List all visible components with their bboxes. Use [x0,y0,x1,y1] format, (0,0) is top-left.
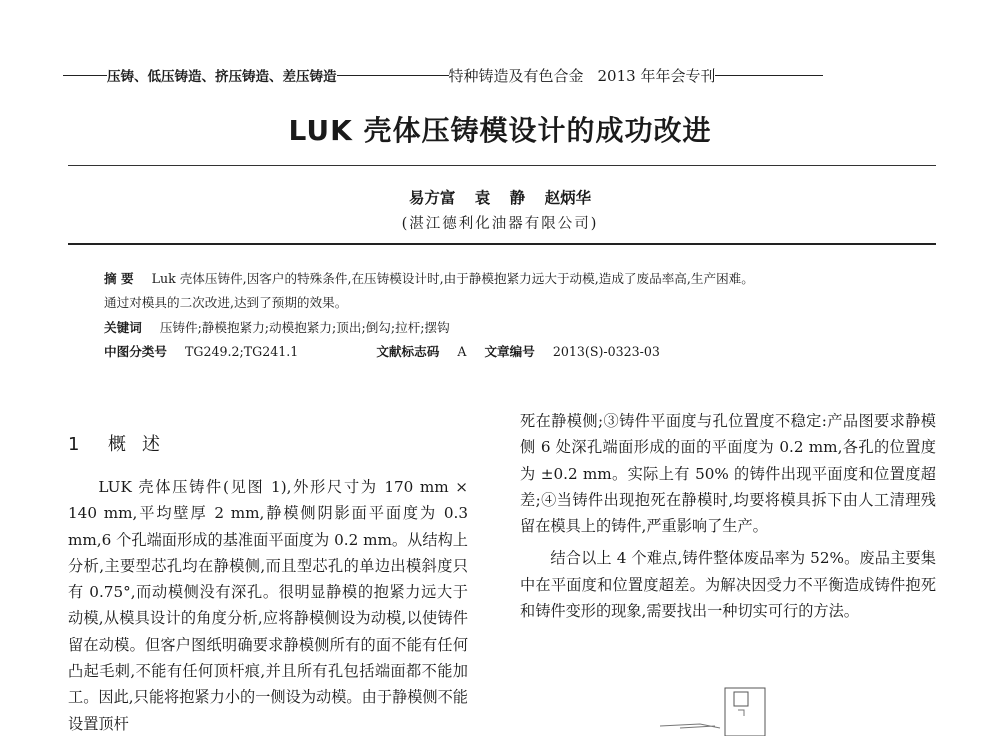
left-column [68,474,468,737]
section-heading [68,430,176,456]
body-paragraph: 结合以上 4 个难点,铸件整体废品率为 52%。废品主要集中在平面度和位置度超差。为解决因受力不平衡造成铸件抱死和铸件变形的现象,需要找出一种切实可行的方法。 [520,549,936,621]
running-head-rule [715,75,823,76]
section-number: 1 [68,434,80,455]
figure-1-drawing [640,676,780,736]
clc-label: 中图分类号 [104,344,167,359]
doc-code-label: 文献标志码 [376,344,440,359]
running-head-topics: 压铸、低压铸造、挤压铸造、差压铸造 [107,69,337,85]
right-column [520,408,936,624]
journal-name: 特种铸造及有色合金 [448,66,584,85]
body-paragraph: LUK 壳体压铸件(见图 1),外形尺寸为 170 mm × 140 mm,平均壁厚 2 mm,静模侧阴影面平面度为 0.3 mm,6 个孔端面形成的基准面平面度为 0.2 mm。从结构上分析,主要型芯孔均在静模侧,而且型芯孔的单边出模斜度只有 0.75°,而动模侧没有深孔。很明显静模的抱紧力远大于动模,从模具设计的角度分析,应将静模侧设为动模,以使铸件留在动模。但客户图纸明确要求静模侧所有的面不能有任何凸起毛刺,不能有任何顶杆痕,并且所有孔包括端面都不能加工。因此,只能将抱紧力小的一侧设为动模。由于静模侧不能设置顶杆 [68,478,468,733]
keywords-label: 关键词 [104,320,142,335]
keywords [104,317,944,336]
article-no-label: 文章编号 [484,344,535,359]
keywords-text: 压铸件;静模抱紧力;动模抱紧力;顶出;倒勾;拉杆;摆钩 [159,320,450,335]
author-list: 易方富 袁 静 赵炳华 [408,189,592,207]
running-head-rule [63,75,107,76]
affiliation: (湛江德利化油器有限公司) [401,216,599,232]
header-divider [68,243,936,245]
abstract-text: Luk 壳体压铸件,因客户的特殊条件,在压铸模设计时,由于静模抱紧力远大于动模,造成了废品率高,生产困难。 [151,271,754,286]
running-head-rule [337,75,449,76]
issue-label: 2013 年年会专刊 [597,66,716,85]
running-head [63,64,935,86]
article-no-value: 2013(S)-0323-03 [552,344,660,359]
abstract-text-continued: 通过对模具的二次改进,达到了预期的效果。 [104,295,348,310]
body-paragraph: 死在静模侧;③铸件平面度与孔位置度不稳定:产品图要求静模侧 6 处深孔端面形成的面的平面度为 0.2 mm,各孔的位置度为 ±0.2 mm。实际上有 50% 的铸件出现平面度和位置度超差;④当铸件出现抱死在静模时,均要将模具拆下由人工清理残留在模具上的铸件,严重影响了生产。 [520,412,936,536]
abstract [104,268,944,287]
abstract-label: 摘 要 [104,271,134,286]
paper-title: LUK 壳体压铸模设计的成功改进 [288,114,712,147]
abstract-continued [104,292,944,311]
title-divider [68,165,936,166]
classification-line [104,341,944,360]
doc-code-value: A [457,344,467,359]
clc-value: TG249.2;TG241.1 [185,344,299,359]
section-title: 概述 [108,434,176,455]
